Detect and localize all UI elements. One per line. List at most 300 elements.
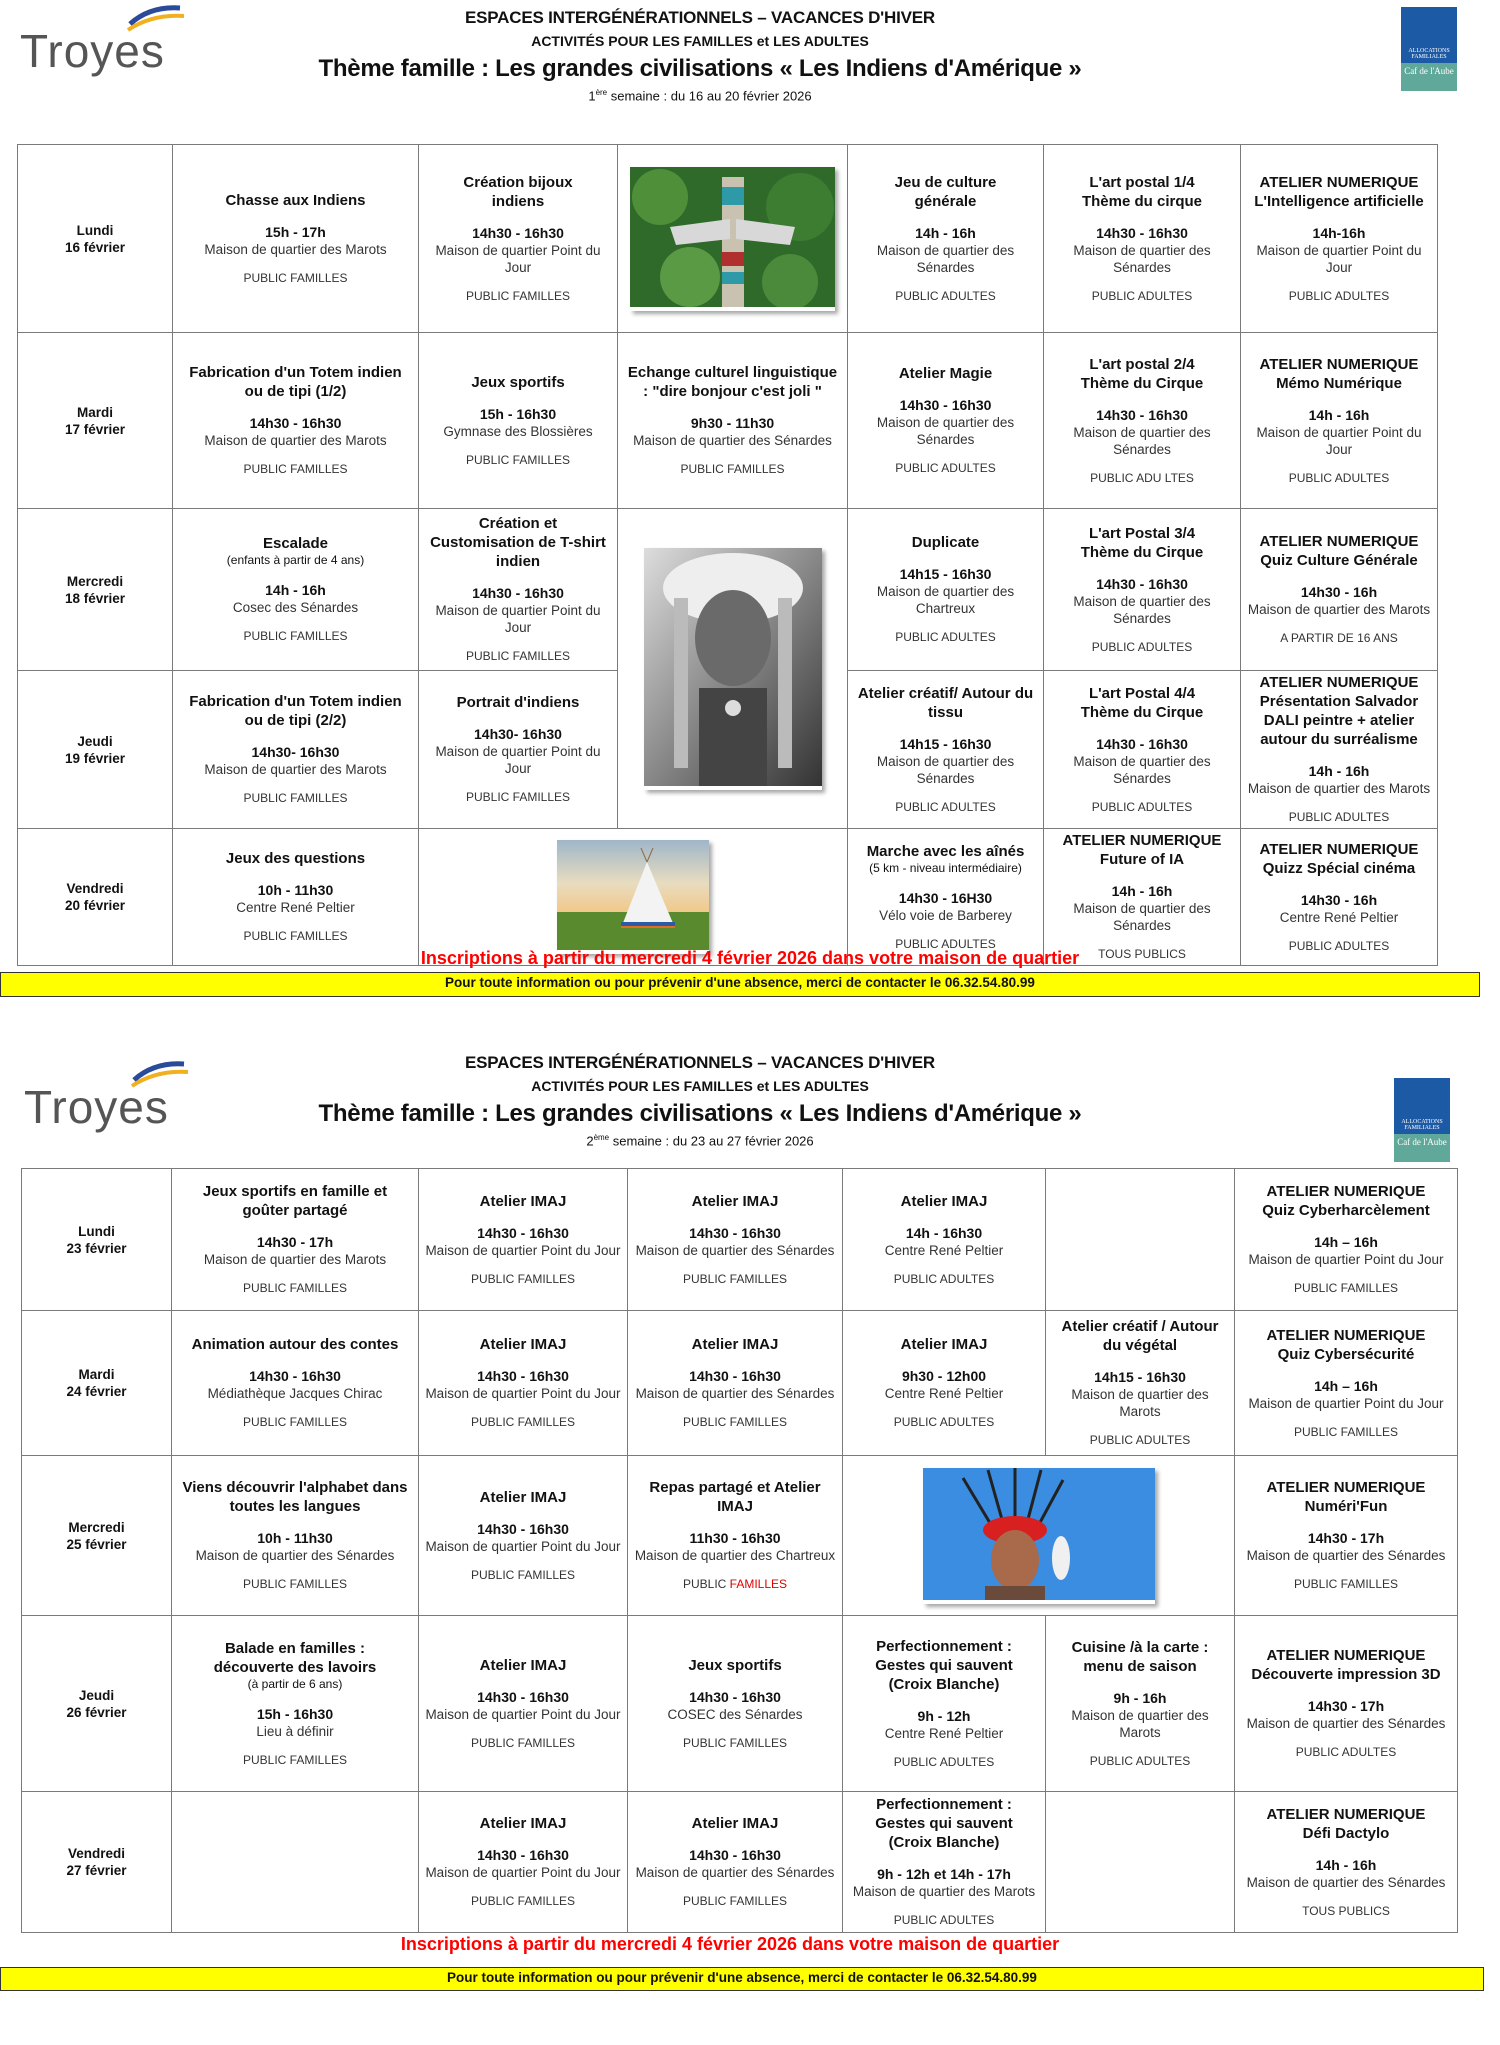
activity-place: Maison de quartier Point du Jour [1256,242,1422,275]
public-label: PUBLIC FAMILLES [1293,1281,1399,1295]
header-line2: ACTIVITÉS POUR LES FAMILLES et LES ADULTES [531,33,869,49]
activity-time: 14h30 - 16h30 [1096,406,1188,423]
activity-title: L'art postal 1/4 Thème du cirque [1081,173,1203,210]
activity-title: Perfectionnement : Gestes qui sauvent (Croix Blanche) [875,1637,1013,1693]
public-label: PUBLIC ADULTES [1089,1433,1191,1447]
activity-public [1247,470,1431,487]
activity-cell [172,1616,419,1792]
activity-title: ATELIER NUMERIQUE Future of IA [1062,832,1222,868]
activity-time: 14h30 - 16h30 [249,1368,341,1384]
activity-title: Création bijoux indiens [463,173,573,210]
activity-cell [848,145,1044,333]
activity-public [1241,1424,1451,1441]
day-cell: Mardi 24 février [22,1311,172,1456]
activity-cell [172,1311,419,1456]
activity-place: Maison de quartier des Sénardes [876,415,1015,447]
activity-title: ATELIER NUMERIQUE Quiz Cybersécurité [1266,1326,1426,1363]
empty-cell [1046,1792,1235,1933]
troyes-logo: Troyes [24,1058,174,1128]
activity-time: 14h30 - 16H30 [898,889,993,906]
day-cell: Lundi 16 février [18,145,173,333]
activity-time: 14h30- 16h30 [251,744,340,760]
table-row [18,509,1438,671]
activity-time: 9h - 12h et 14h - 17h [877,1866,1011,1882]
activity-place: Maison de quartier Point du Jour [1248,1395,1444,1411]
image-cell [843,1456,1235,1616]
day-cell: Mercredi 18 février [18,509,173,671]
activity-time: 14h - 16h [1111,883,1173,899]
activity-place: Maison de quartier des Marots [852,1884,1036,1899]
activity-cell [419,1456,628,1616]
activity-time: 14h30 - 16h30 [689,1688,781,1705]
public-label: PUBLIC ADULTES [1089,1753,1191,1768]
activity-cell [843,1616,1046,1792]
activity-cell [173,509,419,671]
activity-cell [1046,1311,1235,1456]
activity-cell [628,1616,843,1792]
activity-place: Maison de quartier des Sénardes [876,753,1015,786]
activity-public [179,928,412,945]
activity-place: Maison de quartier des Sénardes [1073,753,1211,786]
activity-title: Cuisine /à la carte : menu de saison [1071,1638,1209,1675]
activity-title: Animation autour des contes [191,1336,399,1353]
activity-cell [173,829,419,966]
activity-cell [1241,333,1438,509]
activity-place: Vélo voie de Barberey [879,907,1012,923]
activity-time: 14h-16h [1312,224,1366,241]
activity-place: Maison de quartier des Sénardes [1073,424,1211,457]
activity-public [425,1414,621,1431]
activity-cell [1241,509,1438,671]
activity-title: Viens découvrir l'alphabet dans toutes les langues [182,1479,408,1515]
activity-public [854,629,1037,646]
day-cell: Jeudi 19 février [18,671,173,829]
activity-public [425,1893,621,1910]
activity-place: Maison de quartier Point du Jour [1256,424,1422,457]
public-label: TOUS PUBLICS [1098,947,1186,961]
activity-cell [419,671,618,829]
activity-title: Atelier IMAJ [479,1192,567,1210]
activity-public [179,270,412,287]
activity-title: Portrait d'indiens [456,694,580,711]
activity-cell [843,1311,1046,1456]
activity-cell [173,333,419,509]
activity-public [178,1752,412,1769]
day-cell: Vendredi 20 février [18,829,173,966]
activity-place: Maison de quartier Point du Jour [425,1538,621,1554]
totem-photo [630,167,835,311]
activity-title: Atelier Magie [898,365,993,382]
activity-time: 14h - 16h [1315,1856,1377,1873]
activity-place: Maison de quartier Point du Jour [425,1865,621,1880]
activity-time: 14h30 - 16h30 [477,1847,569,1863]
activity-place: Centre René Peltier [1279,909,1399,925]
activity-public [854,460,1037,477]
activity-cell [419,1616,628,1792]
activity-place: Maison de quartier des Sénardes [1246,1548,1446,1563]
activity-cell [419,509,618,671]
activity-public [178,1414,412,1431]
activity-title: Création et Customisation de T-shirt indien [430,515,606,570]
public-label: PUBLIC ADULTES [893,1271,995,1286]
activity-time: 9h30 - 12h00 [901,1368,987,1384]
activity-public [1050,639,1234,656]
activity-place: Centre René Peltier [884,1242,1004,1258]
public-label: PUBLIC FAMILLES [465,649,571,663]
activity-title: ATELIER NUMERIQUE Découverte impression 3D [1251,1647,1441,1683]
activity-title: L'art postal 2/4 Thème du Cirque [1080,355,1204,392]
public-label: A PARTIR DE 16 ANS [1280,631,1398,645]
table-row [22,1456,1458,1616]
activity-public [179,461,412,478]
activity-place: Gymnase des Blossières [443,423,593,439]
activity-place: Maison de quartier des Marots [1071,1707,1209,1740]
activity-public [1052,1432,1228,1449]
activity-public [425,789,611,806]
activity-title: Jeux sportifs [688,1656,782,1674]
activity-time: 14h30 - 16h30 [899,397,992,413]
activity-title: Echange culturel linguistique : "dire bonjour c'est joli " [627,364,838,400]
activity-time: 9h30 - 11h30 [690,415,775,431]
public-label: PUBLIC ADULTES [1091,288,1193,303]
activity-public [178,1280,412,1297]
activity-time: 14h - 16h30 [905,1224,983,1241]
activity-public [425,1567,621,1584]
activity-cell [1044,145,1241,333]
activity-public [634,1576,836,1593]
activity-place: Centre René Peltier [236,900,355,915]
activity-place: Maison de quartier Point du Jour [425,1706,621,1722]
public-label: PUBLIC FAMILLES [682,1415,788,1429]
activity-time: 14h15 - 16h30 [899,566,992,582]
activity-time: 14h - 16h [1308,406,1370,423]
activity-place: Maison de quartier des Sénardes [633,433,832,448]
activity-cell [1241,145,1438,333]
activity-cell [843,1169,1046,1311]
activity-place: Lieu à définir [256,1723,334,1739]
day-cell: Jeudi 26 février [22,1616,172,1792]
public-label: TOUS PUBLICS [1302,1903,1390,1918]
activity-public [1247,288,1431,305]
activity-time: 14h30 - 17h [1307,1530,1385,1546]
activity-time: 14h30 - 16h [1300,891,1378,908]
native-headdress-photo [923,1468,1155,1604]
inscriptions-notice: Inscriptions à partir du mercredi 4 février 2026 dans votre maison de quartier [400,1934,1060,1954]
public-label: PUBLIC FAMILLES [470,1415,576,1429]
activity-title: ATELIER NUMERIQUE Numéri'Fun [1266,1479,1426,1515]
activity-cell [173,671,419,829]
activity-time: 14h15 - 16h30 [899,735,992,752]
activity-public [425,288,611,305]
week-range: 2ème semaine : du 23 au 27 février 2026 [586,1133,814,1149]
activity-cell [628,1311,843,1456]
activity-public [1050,288,1234,305]
day-cell: Lundi 23 février [22,1169,172,1311]
public-label: PUBLIC FAMILLES [470,1894,576,1908]
activity-time: 9h - 16h [1113,1689,1167,1706]
activity-cell [1046,1616,1235,1792]
header-line2: ACTIVITÉS POUR LES FAMILLES et LES ADULTES [531,1078,869,1094]
activity-title: Balade en familles : découverte des lavoirs [213,1639,377,1676]
activity-time: 15h - 17h [265,223,326,240]
activity-cell [843,1792,1046,1933]
public-label: PUBLIC ADU LTES [1090,470,1194,485]
activity-title: Jeux sportifs [471,373,565,391]
public-label: PUBLIC [682,1577,730,1591]
activity-cell [1241,671,1438,829]
activity-place: Centre René Peltier [884,1386,1004,1401]
activity-title: ATELIER NUMERIQUE Présentation Salvador DALI peintre + atelier autour du surréalisme [1259,674,1419,748]
activity-cell [1235,1169,1458,1311]
activity-place: Maison de quartier Point du Jour [435,744,601,776]
activity-time: 9h - 12h [917,1707,971,1724]
image-cell [618,145,848,333]
activity-cell [618,333,848,509]
activity-time: 14h30 - 16h30 [689,1224,781,1241]
public-label: PUBLIC FAMILLES [680,462,785,476]
activity-cell [419,145,618,333]
public-label: PUBLIC FAMILLES [1293,1577,1399,1591]
activity-public [854,288,1037,305]
public-label: PUBLIC ADULTES [1288,470,1390,485]
activity-public [634,1414,836,1431]
activity-cell [1235,1456,1458,1616]
activity-title: L'art Postal 3/4 Thème du Cirque [1080,524,1204,561]
activity-place: Maison de quartier des Marots [1247,781,1431,796]
activity-cell [1235,1616,1458,1792]
activity-cell [848,829,1044,966]
activity-title: Chasse aux Indiens [225,191,366,209]
public-label: PUBLIC ADULTES [895,799,996,814]
header-line1: ESPACES INTERGÉNÉRATIONNELS – VACANCES D'HIVER [465,8,935,27]
activity-cell [419,1792,628,1933]
activity-cell [173,145,419,333]
activity-public [1241,1903,1451,1920]
activity-public [425,1271,621,1288]
contact-info-banner: Pour toute information ou pour prévenir d'une absence, merci de contacter le 06.32.54.80.99 [0,972,1480,997]
activity-place: Maison de quartier des Sénardes [635,1386,835,1401]
public-label: PUBLIC ADULTES [893,1415,995,1429]
activity-cell [848,333,1044,509]
activity-public [624,461,841,478]
activity-public [849,1271,1039,1288]
activity-title: Fabrication d'un Totem indien ou de tipi (1/2) [189,364,402,400]
activity-title: ATELIER NUMERIQUE Quiz Cyberharcèlement [1262,1183,1430,1219]
activity-public [854,799,1037,816]
activity-cell [1235,1792,1458,1933]
table-row [18,145,1438,333]
caf-logo: ALLOCATIONS FAMILIALES Caf de l'Aube [1394,1078,1450,1162]
chief-portrait-photo [644,548,822,790]
activity-public [425,452,611,469]
activity-public [1052,1753,1228,1770]
public-label: PUBLIC FAMILLES [470,1271,576,1286]
activity-cell [848,509,1044,671]
activity-title: Atelier IMAJ [900,1192,988,1210]
activity-place: Médiathèque Jacques Chirac [207,1386,383,1401]
public-label: PUBLIC FAMILLES [682,1894,788,1908]
activity-time: 14h30 - 16h30 [1096,224,1188,241]
activity-cell [628,1456,843,1616]
activity-time: 14h30 - 16h30 [472,224,564,241]
public-label: PUBLIC FAMILLES [682,1735,788,1750]
activity-time: 14h30 - 16h30 [689,1847,781,1863]
tipi-photo [557,840,709,954]
public-label: PUBLIC ADULTES [1295,1745,1397,1759]
activity-title: Atelier IMAJ [479,1488,567,1506]
activity-title: Duplicate [911,534,980,551]
public-label: PUBLIC ADULTES [895,936,996,951]
public-label: PUBLIC ADULTES [895,630,996,644]
activity-time: 14h30 - 16h30 [477,1224,569,1241]
activity-public [849,1912,1039,1929]
header-line1: ESPACES INTERGÉNÉRATIONNELS – VACANCES D'HIVER [465,1053,935,1072]
activity-title: Atelier IMAJ [691,1336,779,1353]
day-cell: Mercredi 25 février [22,1456,172,1616]
public-label: PUBLIC ADULTES [1091,799,1193,814]
activity-title: Repas partagé et Atelier IMAJ [649,1479,821,1515]
troyes-logo: Troyes [20,2,170,72]
public-label: PUBLIC ADULTES [1091,639,1193,654]
activity-cell [628,1169,843,1311]
activity-time: 10h - 11h30 [257,882,334,898]
activity-place: Maison de quartier des Sénardes [195,1548,395,1563]
activity-place: Maison de quartier des Chartreux [634,1548,836,1563]
activity-cell [628,1792,843,1933]
activity-cell [1044,509,1241,671]
activity-cell [172,1169,419,1311]
activity-place: Maison de quartier Point du Jour [1248,1252,1444,1267]
public-label: PUBLIC FAMILLES [243,629,348,643]
activity-cell [1044,829,1241,966]
activity-place: Maison de quartier des Sénardes [1246,1716,1446,1731]
activity-cell [1044,333,1241,509]
activity-title: Perfectionnement : Gestes qui sauvent (Croix Blanche) [875,1796,1013,1851]
activity-time: 14h - 16h [915,224,976,241]
activity-place: Maison de quartier des Sénardes [876,242,1015,275]
table-row [18,829,1438,966]
activity-title: Atelier IMAJ [691,1192,779,1210]
activity-public [634,1735,836,1752]
public-label: PUBLIC FAMILLES [465,452,571,467]
activity-title: Atelier créatif/ Autour du tissu [857,684,1034,721]
public-label: PUBLIC FAMILLES [470,1735,576,1750]
activity-time: 14h30 - 16h30 [1096,575,1188,592]
activity-cell [1241,829,1438,966]
public-label: PUBLIC FAMILLES [243,791,348,805]
activity-time: 14h – 16h [1314,1234,1378,1250]
activity-public [849,1754,1039,1771]
activity-time: 14h30 - 16h [1300,584,1378,600]
activity-public [179,790,412,807]
activity-public [1247,809,1431,826]
public-label: PUBLIC FAMILLES [470,1567,576,1582]
activity-place: Maison de quartier des Sénardes [635,1242,835,1258]
activity-place: Centre René Peltier [884,1725,1004,1741]
activity-public [1241,1280,1451,1297]
table-row [22,1792,1458,1933]
activity-time: 11h30 - 16h30 [689,1530,781,1546]
activity-title: Atelier IMAJ [691,1815,779,1832]
public-label: PUBLIC FAMILLES [1293,1424,1399,1439]
public-label: PUBLIC ADULTES [1288,938,1390,953]
activity-place: Maison de quartier des Marots [1247,602,1431,617]
activity-place: Maison de quartier Point du Jour [425,1242,621,1258]
activity-title: Marche avec les aînés [866,842,1025,860]
public-label: PUBLIC ADULTES [1288,810,1390,824]
day-cell: Mardi 17 février [18,333,173,509]
table-row [18,333,1438,509]
empty-cell [1046,1169,1235,1311]
activity-time: 14h30 - 16h30 [477,1520,569,1537]
activity-place: Cosec des Sénardes [232,600,359,615]
activity-public [1241,1576,1451,1593]
activity-public [1241,1744,1451,1761]
activity-place: Maison de quartier Point du Jour [435,242,601,275]
activity-cell [419,1169,628,1311]
activity-public [425,1735,621,1752]
activity-title: Fabrication d'un Totem indien ou de tipi (2/2) [189,693,402,729]
activity-cell [848,671,1044,829]
activity-place: Maison de quartier des Marots [204,762,387,777]
activity-place: Maison de quartier Point du Jour [435,603,601,635]
activity-public [634,1893,836,1910]
activity-time: 14h30 - 16h30 [1096,735,1188,752]
activity-note: (5 km - niveau intermédiaire) [869,860,1022,875]
activity-title: L'art Postal 4/4 Thème du Cirque [1080,684,1204,721]
table-row [22,1311,1458,1456]
public-label: PUBLIC ADULTES [895,461,996,475]
activity-title: Atelier IMAJ [900,1336,988,1353]
activity-title: ATELIER NUMERIQUE Mémo Numérique [1259,355,1419,392]
image-cell [419,829,848,966]
activity-cell [419,333,618,509]
page-title: Thème famille : Les grandes civilisations « Les Indiens d'Amérique » [318,55,1082,82]
week-range: 1ère semaine : du 16 au 20 février 2026 [588,88,812,104]
activity-time: 14h30 - 16h30 [689,1368,781,1384]
activity-time: 15h - 16h30 [256,1705,334,1722]
public-label: PUBLIC ADULTES [893,1913,995,1927]
activity-place: Maison de quartier des Sénardes [1073,901,1211,933]
contact-info-banner: Pour toute information ou pour prévenir d'une absence, merci de contacter le 06.32.54.80.99 [0,1967,1484,1991]
activity-cell [1235,1311,1458,1456]
activity-title: Atelier IMAJ [479,1656,567,1674]
table-row [22,1169,1458,1311]
empty-cell [172,1792,419,1933]
activity-public [1050,799,1234,816]
activity-place: Maison de quartier Point du Jour [425,1386,621,1401]
image-cell [618,509,848,829]
activity-time: 14h30- 16h30 [474,726,562,742]
activity-place: Maison de quartier des Marots [204,241,387,257]
activity-cell [172,1456,419,1616]
activity-title: Escalade [262,535,329,552]
activity-title: Jeu de culture générale [894,173,997,210]
activity-time: 14h30 - 16h30 [477,1368,569,1384]
activity-time: 14h30 - 16h30 [472,585,564,601]
public-label: PUBLIC FAMILLES [465,288,571,303]
schedule-table-week1 [17,144,1438,966]
page-title: Thème famille : Les grandes civilisations « Les Indiens d'Amérique » [318,1100,1082,1127]
activity-time: 14h30 - 17h [1307,1698,1385,1714]
activity-title: Atelier IMAJ [479,1336,567,1353]
activity-place: Maison de quartier des Marots [204,433,387,448]
activity-title: ATELIER NUMERIQUE Défi Dactylo [1266,1805,1426,1842]
public-label-highlight: FAMILLES [729,1577,788,1591]
activity-title: Jeux des questions [225,850,366,867]
public-label: PUBLIC FAMILLES [243,270,348,285]
activity-place: Maison de quartier des Sénardes [1073,593,1211,626]
